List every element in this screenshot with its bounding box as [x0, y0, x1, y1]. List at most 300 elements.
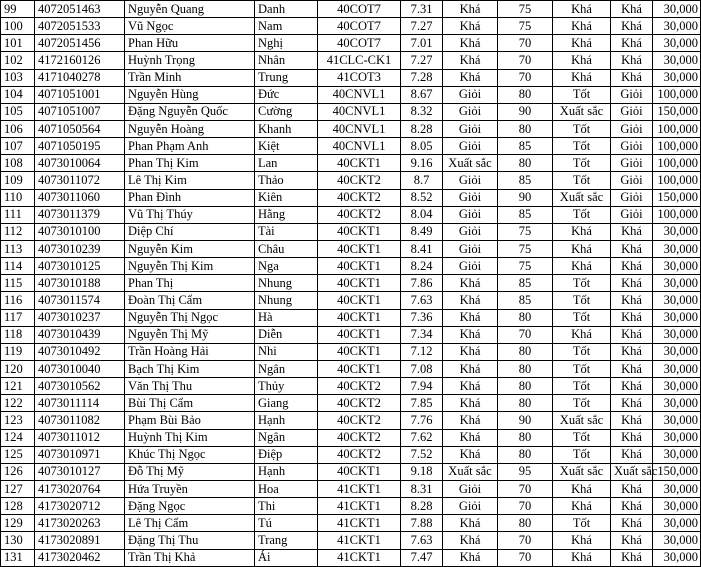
cell-class-code: 40CKT1 [318, 326, 401, 343]
cell-overall-rank: Khá [611, 343, 653, 360]
cell-stt: 106 [1, 120, 35, 137]
cell-first-name: Thảo [255, 172, 318, 189]
cell-stt: 131 [1, 549, 35, 566]
cell-student-id: 4073010492 [35, 343, 125, 360]
cell-conduct-score: 80 [498, 360, 553, 377]
table-row [1, 240, 701, 257]
cell-scholarship-amount: 100,000 [653, 138, 701, 155]
table-row [1, 258, 701, 275]
cell-conduct-score: 70 [498, 52, 553, 69]
cell-conduct-score: 80 [498, 395, 553, 412]
cell-stt: 129 [1, 515, 35, 532]
cell-last-middle-name: Nguyễn Thị Mỹ [125, 326, 255, 343]
cell-conduct-score: 90 [498, 412, 553, 429]
table-row [1, 18, 701, 35]
cell-stt: 109 [1, 172, 35, 189]
cell-conduct-rank: Xuất sắc [553, 189, 611, 206]
cell-scholarship-amount: 30,000 [653, 292, 701, 309]
cell-stt: 107 [1, 138, 35, 155]
cell-scholarship-amount: 30,000 [653, 18, 701, 35]
cell-last-middle-name: Bùi Thị Cẩm [125, 395, 255, 412]
cell-gpa: 8.04 [401, 206, 443, 223]
cell-conduct-rank: Tốt [553, 395, 611, 412]
cell-academic-rank: Khá [443, 69, 498, 86]
cell-academic-rank: Giỏi [443, 498, 498, 515]
table-row [1, 480, 701, 497]
cell-first-name: Giang [255, 395, 318, 412]
cell-academic-rank: Khá [443, 360, 498, 377]
cell-scholarship-amount: 30,000 [653, 446, 701, 463]
cell-overall-rank: Giỏi [611, 120, 653, 137]
cell-conduct-rank: Khá [553, 549, 611, 566]
cell-overall-rank: Khá [611, 258, 653, 275]
cell-overall-rank: Giỏi [611, 206, 653, 223]
cell-conduct-score: 85 [498, 206, 553, 223]
cell-academic-rank: Xuất sắc [443, 463, 498, 480]
cell-class-code: 40CNVL1 [318, 86, 401, 103]
cell-student-id: 4073010127 [35, 463, 125, 480]
cell-overall-rank: Giỏi [611, 155, 653, 172]
cell-first-name: Châu [255, 240, 318, 257]
cell-overall-rank: Khá [611, 1, 653, 18]
cell-class-code: 40CKT1 [318, 343, 401, 360]
cell-student-id: 4073011012 [35, 429, 125, 446]
table-row [1, 446, 701, 463]
cell-class-code: 40CKT1 [318, 275, 401, 292]
cell-stt: 119 [1, 343, 35, 360]
cell-conduct-rank: Khá [553, 52, 611, 69]
cell-class-code: 40CKT2 [318, 446, 401, 463]
cell-scholarship-amount: 30,000 [653, 429, 701, 446]
cell-last-middle-name: Phan Đình [125, 189, 255, 206]
cell-stt: 127 [1, 480, 35, 497]
cell-scholarship-amount: 30,000 [653, 532, 701, 549]
cell-scholarship-amount: 30,000 [653, 395, 701, 412]
cell-overall-rank: Khá [611, 223, 653, 240]
cell-academic-rank: Khá [443, 515, 498, 532]
cell-conduct-score: 75 [498, 258, 553, 275]
cell-stt: 128 [1, 498, 35, 515]
cell-last-middle-name: Bạch Thị Kim [125, 360, 255, 377]
cell-overall-rank: Khá [611, 480, 653, 497]
cell-overall-rank: Khá [611, 378, 653, 395]
cell-overall-rank: Giỏi [611, 103, 653, 120]
cell-scholarship-amount: 30,000 [653, 480, 701, 497]
cell-scholarship-amount: 100,000 [653, 206, 701, 223]
cell-scholarship-amount: 30,000 [653, 275, 701, 292]
cell-conduct-rank: Tốt [553, 515, 611, 532]
cell-academic-rank: Khá [443, 292, 498, 309]
cell-class-code: 40CNVL1 [318, 138, 401, 155]
cell-class-code: 40CKT1 [318, 463, 401, 480]
cell-overall-rank: Khá [611, 18, 653, 35]
table-row [1, 515, 701, 532]
cell-first-name: Kiên [255, 189, 318, 206]
cell-stt: 113 [1, 240, 35, 257]
cell-student-id: 4073010237 [35, 309, 125, 326]
cell-gpa: 7.36 [401, 309, 443, 326]
cell-overall-rank: Khá [611, 498, 653, 515]
table-row [1, 155, 701, 172]
cell-academic-rank: Khá [443, 343, 498, 360]
cell-stt: 126 [1, 463, 35, 480]
cell-gpa: 7.28 [401, 69, 443, 86]
cell-last-middle-name: Đặng Nguyễn Quốc [125, 103, 255, 120]
cell-class-code: 41COT3 [318, 69, 401, 86]
cell-last-middle-name: Trần Hoàng Hải [125, 343, 255, 360]
cell-last-middle-name: Huỳnh Trọng [125, 52, 255, 69]
cell-stt: 130 [1, 532, 35, 549]
cell-first-name: Kiệt [255, 138, 318, 155]
table-row [1, 86, 701, 103]
cell-gpa: 7.47 [401, 549, 443, 566]
cell-gpa: 8.41 [401, 240, 443, 257]
cell-first-name: Nghị [255, 35, 318, 52]
cell-stt: 114 [1, 258, 35, 275]
cell-overall-rank: Khá [611, 360, 653, 377]
cell-first-name: Lan [255, 155, 318, 172]
cell-student-id: 4071050564 [35, 120, 125, 137]
cell-first-name: Nhung [255, 292, 318, 309]
cell-scholarship-amount: 30,000 [653, 240, 701, 257]
cell-scholarship-amount: 150,000 [653, 189, 701, 206]
table-row [1, 429, 701, 446]
cell-academic-rank: Giỏi [443, 258, 498, 275]
cell-academic-rank: Khá [443, 429, 498, 446]
cell-last-middle-name: Trần Thị Khả [125, 549, 255, 566]
cell-first-name: Hạnh [255, 463, 318, 480]
cell-class-code: 40CKT2 [318, 172, 401, 189]
cell-gpa: 9.18 [401, 463, 443, 480]
cell-first-name: Ái [255, 549, 318, 566]
cell-student-id: 4072051533 [35, 18, 125, 35]
cell-first-name: Tài [255, 223, 318, 240]
cell-scholarship-amount: 30,000 [653, 326, 701, 343]
cell-conduct-rank: Tốt [553, 292, 611, 309]
table-row [1, 532, 701, 549]
cell-class-code: 40CKT2 [318, 395, 401, 412]
table-row [1, 206, 701, 223]
cell-conduct-rank: Tốt [553, 360, 611, 377]
cell-first-name: Khanh [255, 120, 318, 137]
cell-last-middle-name: Nguyễn Thị Kim [125, 258, 255, 275]
cell-conduct-rank: Tốt [553, 275, 611, 292]
cell-overall-rank: Khá [611, 515, 653, 532]
cell-conduct-rank: Xuất sắc [553, 412, 611, 429]
cell-conduct-rank: Xuất sắc [553, 103, 611, 120]
cell-conduct-rank: Tốt [553, 86, 611, 103]
cell-first-name: Ngân [255, 429, 318, 446]
cell-first-name: Trang [255, 532, 318, 549]
cell-conduct-score: 85 [498, 172, 553, 189]
cell-stt: 115 [1, 275, 35, 292]
cell-overall-rank: Giỏi [611, 172, 653, 189]
cell-overall-rank: Giỏi [611, 86, 653, 103]
cell-scholarship-amount: 100,000 [653, 120, 701, 137]
table-row [1, 549, 701, 566]
cell-stt: 121 [1, 378, 35, 395]
cell-student-id: 4171040278 [35, 69, 125, 86]
cell-conduct-rank: Khá [553, 18, 611, 35]
cell-conduct-rank: Tốt [553, 343, 611, 360]
cell-academic-rank: Khá [443, 532, 498, 549]
cell-last-middle-name: Lê Thị Cẩm [125, 515, 255, 532]
cell-scholarship-amount: 30,000 [653, 498, 701, 515]
cell-stt: 112 [1, 223, 35, 240]
table-row [1, 292, 701, 309]
cell-conduct-score: 70 [498, 480, 553, 497]
cell-student-id: 4073010562 [35, 378, 125, 395]
cell-conduct-score: 70 [498, 549, 553, 566]
cell-conduct-rank: Khá [553, 532, 611, 549]
cell-student-id: 4073010439 [35, 326, 125, 343]
table-row [1, 52, 701, 69]
cell-academic-rank: Giỏi [443, 86, 498, 103]
table-row [1, 309, 701, 326]
table-row [1, 395, 701, 412]
cell-scholarship-amount: 30,000 [653, 378, 701, 395]
cell-overall-rank: Xuất sắc [611, 463, 653, 480]
table-row [1, 498, 701, 515]
cell-academic-rank: Khá [443, 395, 498, 412]
cell-student-id: 4073011574 [35, 292, 125, 309]
cell-class-code: 40CKT2 [318, 206, 401, 223]
cell-student-id: 4073011379 [35, 206, 125, 223]
cell-academic-rank: Giỏi [443, 103, 498, 120]
cell-last-middle-name: Đoàn Thị Cẩm [125, 292, 255, 309]
cell-gpa: 7.34 [401, 326, 443, 343]
cell-student-id: 4173020263 [35, 515, 125, 532]
cell-academic-rank: Khá [443, 309, 498, 326]
cell-academic-rank: Khá [443, 18, 498, 35]
cell-conduct-score: 95 [498, 463, 553, 480]
cell-last-middle-name: Vũ Ngọc [125, 18, 255, 35]
cell-class-code: 40CKT1 [318, 360, 401, 377]
cell-academic-rank: Giỏi [443, 189, 498, 206]
cell-class-code: 41CKT1 [318, 480, 401, 497]
cell-overall-rank: Khá [611, 395, 653, 412]
cell-academic-rank: Khá [443, 446, 498, 463]
cell-conduct-rank: Tốt [553, 172, 611, 189]
table-row [1, 138, 701, 155]
cell-student-id: 4073011082 [35, 412, 125, 429]
cell-first-name: Nhân [255, 52, 318, 69]
cell-class-code: 40CKT1 [318, 223, 401, 240]
cell-conduct-rank: Tốt [553, 120, 611, 137]
cell-student-id: 4172160126 [35, 52, 125, 69]
cell-last-middle-name: Phạm Bùi Bảo [125, 412, 255, 429]
cell-overall-rank: Khá [611, 240, 653, 257]
cell-gpa: 8.7 [401, 172, 443, 189]
cell-gpa: 8.49 [401, 223, 443, 240]
cell-conduct-rank: Khá [553, 258, 611, 275]
cell-class-code: 41CLC-CK1 [318, 52, 401, 69]
cell-first-name: Nhi [255, 343, 318, 360]
cell-academic-rank: Khá [443, 275, 498, 292]
cell-gpa: 8.52 [401, 189, 443, 206]
cell-first-name: Điệp [255, 446, 318, 463]
cell-conduct-rank: Khá [553, 480, 611, 497]
cell-academic-rank: Giỏi [443, 120, 498, 137]
cell-scholarship-amount: 100,000 [653, 155, 701, 172]
cell-academic-rank: Giỏi [443, 138, 498, 155]
cell-conduct-score: 80 [498, 515, 553, 532]
cell-stt: 108 [1, 155, 35, 172]
cell-stt: 122 [1, 395, 35, 412]
cell-academic-rank: Xuất sắc [443, 155, 498, 172]
cell-stt: 117 [1, 309, 35, 326]
cell-conduct-rank: Khá [553, 69, 611, 86]
cell-academic-rank: Giỏi [443, 480, 498, 497]
cell-stt: 110 [1, 189, 35, 206]
cell-class-code: 41CKT1 [318, 549, 401, 566]
cell-gpa: 7.88 [401, 515, 443, 532]
cell-scholarship-amount: 30,000 [653, 1, 701, 18]
cell-stt: 103 [1, 69, 35, 86]
cell-last-middle-name: Phan Thị Kim [125, 155, 255, 172]
cell-scholarship-amount: 30,000 [653, 52, 701, 69]
cell-first-name: Ngân [255, 360, 318, 377]
cell-last-middle-name: Trần Minh [125, 69, 255, 86]
cell-gpa: 7.01 [401, 35, 443, 52]
cell-conduct-score: 75 [498, 240, 553, 257]
cell-gpa: 7.08 [401, 360, 443, 377]
cell-scholarship-amount: 30,000 [653, 223, 701, 240]
cell-conduct-score: 70 [498, 532, 553, 549]
cell-gpa: 7.27 [401, 18, 443, 35]
cell-conduct-rank: Xuất sắc [553, 463, 611, 480]
cell-first-name: Hằng [255, 206, 318, 223]
cell-conduct-score: 70 [498, 498, 553, 515]
cell-scholarship-amount: 30,000 [653, 343, 701, 360]
table-row [1, 343, 701, 360]
table-row [1, 103, 701, 120]
cell-class-code: 40CKT1 [318, 240, 401, 257]
cell-scholarship-amount: 30,000 [653, 412, 701, 429]
cell-scholarship-amount: 150,000 [653, 103, 701, 120]
table-row [1, 463, 701, 480]
cell-last-middle-name: Phan Hữu [125, 35, 255, 52]
cell-gpa: 7.63 [401, 292, 443, 309]
cell-conduct-rank: Khá [553, 1, 611, 18]
cell-last-middle-name: Phan Thị [125, 275, 255, 292]
cell-last-middle-name: Diệp Chí [125, 223, 255, 240]
cell-student-id: 4073010239 [35, 240, 125, 257]
cell-gpa: 7.52 [401, 446, 443, 463]
cell-gpa: 7.63 [401, 532, 443, 549]
cell-gpa: 8.67 [401, 86, 443, 103]
cell-conduct-rank: Khá [553, 498, 611, 515]
table-row [1, 275, 701, 292]
cell-stt: 105 [1, 103, 35, 120]
cell-academic-rank: Khá [443, 1, 498, 18]
cell-class-code: 40CKT1 [318, 309, 401, 326]
cell-last-middle-name: Khúc Thị Ngọc [125, 446, 255, 463]
cell-class-code: 41CKT1 [318, 515, 401, 532]
cell-last-middle-name: Đặng Ngọc [125, 498, 255, 515]
cell-overall-rank: Khá [611, 69, 653, 86]
cell-conduct-score: 75 [498, 18, 553, 35]
cell-gpa: 7.31 [401, 1, 443, 18]
cell-overall-rank: Khá [611, 292, 653, 309]
cell-last-middle-name: Đặng Thị Thu [125, 532, 255, 549]
cell-stt: 124 [1, 429, 35, 446]
cell-student-id: 4072051456 [35, 35, 125, 52]
cell-scholarship-amount: 30,000 [653, 258, 701, 275]
cell-conduct-score: 80 [498, 86, 553, 103]
cell-gpa: 8.28 [401, 498, 443, 515]
cell-scholarship-amount: 30,000 [653, 360, 701, 377]
cell-scholarship-amount: 100,000 [653, 172, 701, 189]
cell-gpa: 7.62 [401, 429, 443, 446]
cell-overall-rank: Khá [611, 429, 653, 446]
cell-last-middle-name: Hứa Truyền [125, 480, 255, 497]
cell-student-id: 4173020891 [35, 532, 125, 549]
cell-overall-rank: Khá [611, 275, 653, 292]
cell-conduct-score: 75 [498, 223, 553, 240]
table-row [1, 378, 701, 395]
cell-class-code: 40CNVL1 [318, 120, 401, 137]
cell-conduct-rank: Tốt [553, 446, 611, 463]
cell-conduct-score: 85 [498, 275, 553, 292]
cell-conduct-rank: Tốt [553, 155, 611, 172]
cell-overall-rank: Khá [611, 549, 653, 566]
cell-scholarship-amount: 100,000 [653, 86, 701, 103]
cell-conduct-score: 75 [498, 1, 553, 18]
cell-conduct-rank: Khá [553, 223, 611, 240]
cell-first-name: Hoa [255, 480, 318, 497]
cell-stt: 125 [1, 446, 35, 463]
table-row [1, 223, 701, 240]
cell-overall-rank: Khá [611, 52, 653, 69]
cell-conduct-score: 80 [498, 429, 553, 446]
cell-academic-rank: Khá [443, 52, 498, 69]
cell-conduct-rank: Tốt [553, 429, 611, 446]
cell-conduct-rank: Tốt [553, 206, 611, 223]
cell-student-id: 4072051463 [35, 1, 125, 18]
cell-conduct-rank: Tốt [553, 309, 611, 326]
cell-gpa: 8.05 [401, 138, 443, 155]
cell-scholarship-amount: 30,000 [653, 35, 701, 52]
table-row [1, 120, 701, 137]
cell-student-id: 4071051001 [35, 86, 125, 103]
cell-conduct-score: 90 [498, 189, 553, 206]
cell-conduct-rank: Tốt [553, 378, 611, 395]
cell-last-middle-name: Nguyễn Thị Ngọc [125, 309, 255, 326]
cell-stt: 120 [1, 360, 35, 377]
cell-stt: 116 [1, 292, 35, 309]
cell-conduct-rank: Khá [553, 35, 611, 52]
cell-overall-rank: Khá [611, 35, 653, 52]
cell-student-id: 4073011060 [35, 189, 125, 206]
cell-gpa: 9.16 [401, 155, 443, 172]
cell-scholarship-amount: 30,000 [653, 309, 701, 326]
cell-student-id: 4073011114 [35, 395, 125, 412]
table-row [1, 326, 701, 343]
cell-academic-rank: Khá [443, 378, 498, 395]
cell-first-name: Hà [255, 309, 318, 326]
cell-first-name: Nhung [255, 275, 318, 292]
cell-gpa: 7.76 [401, 412, 443, 429]
cell-overall-rank: Khá [611, 309, 653, 326]
cell-academic-rank: Giỏi [443, 240, 498, 257]
cell-conduct-score: 90 [498, 103, 553, 120]
cell-gpa: 8.32 [401, 103, 443, 120]
cell-class-code: 40CKT1 [318, 292, 401, 309]
cell-class-code: 40COT7 [318, 35, 401, 52]
cell-conduct-score: 70 [498, 326, 553, 343]
cell-academic-rank: Giỏi [443, 223, 498, 240]
